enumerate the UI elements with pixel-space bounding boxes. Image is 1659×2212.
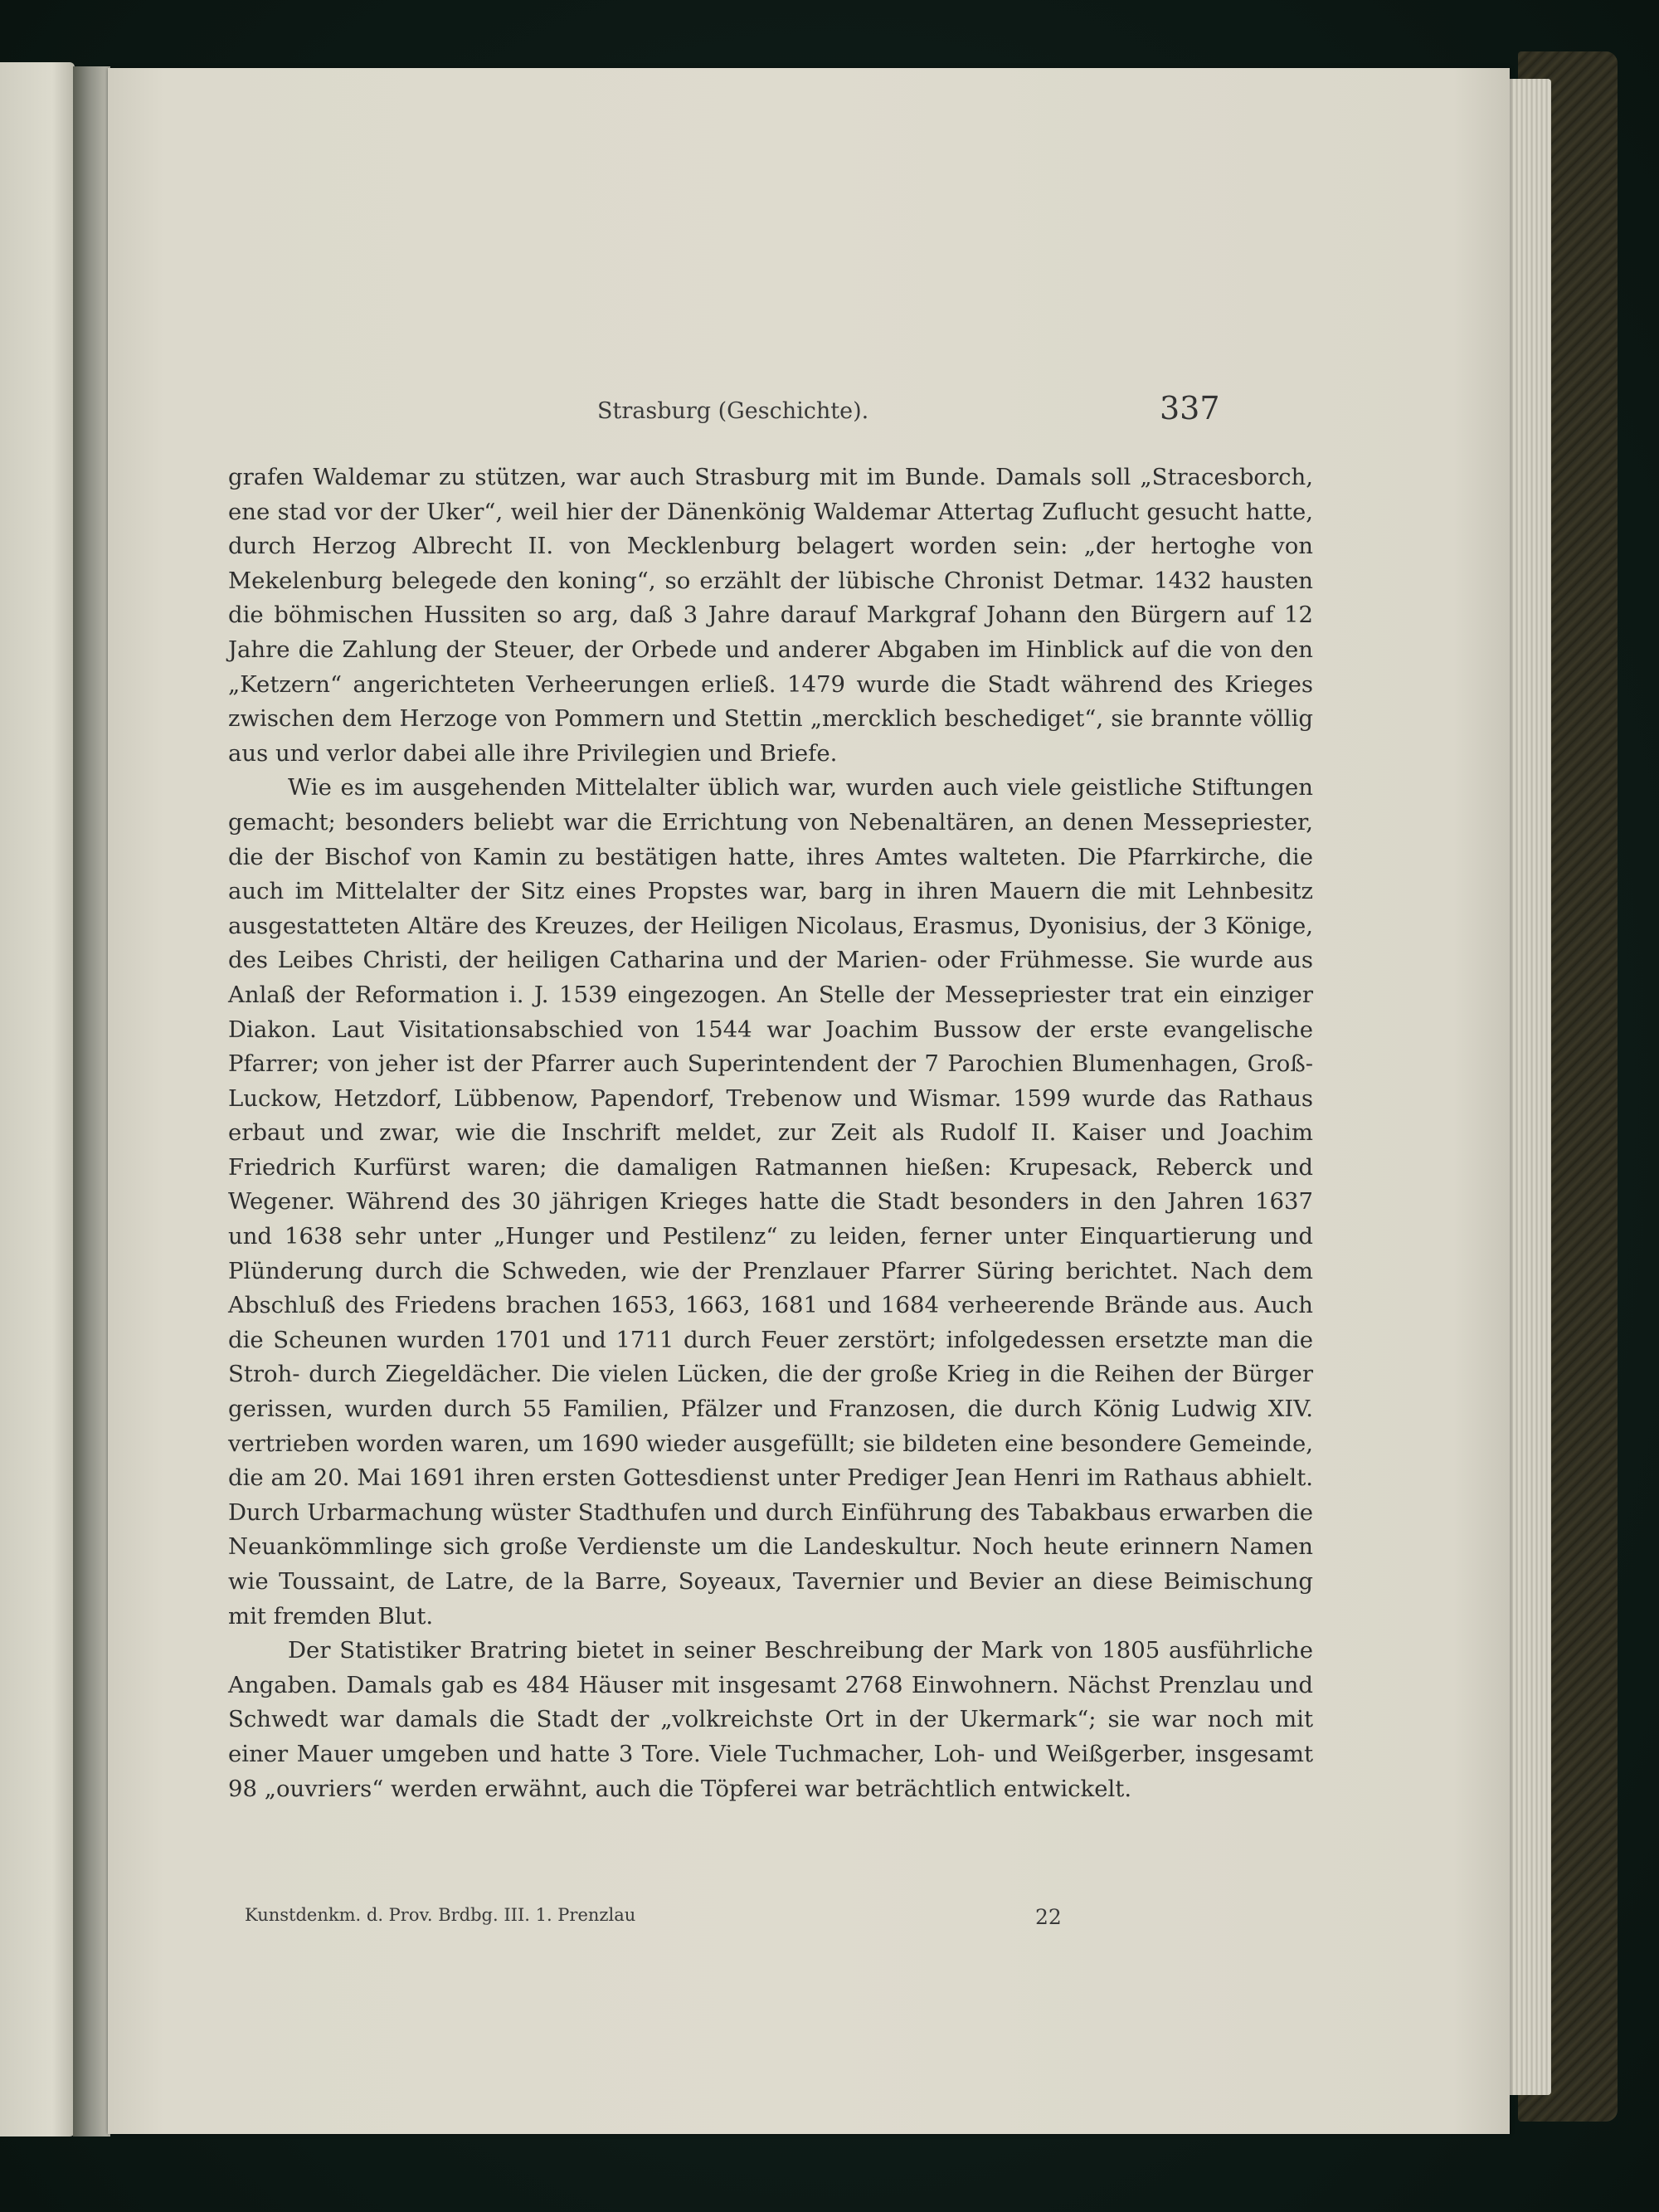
footer-signature: 22 [1035,1905,1062,1929]
body-text [228,460,1313,1806]
paragraph-1: grafen Waldemar zu stützen, war auch Strasburg mit im Bunde. Damals soll „Stracesborch, ene stad vor der Uker“, weil hier der Dänenkönig Waldemar Attertag Zuflucht gesucht hatte, durch Herzog Albrecht II. von Mecklenburg belagert worden sein: „der hertoghe von Mekelenburg belegede den koning“, so erzählt der lübische Chronist Detmar. 1432 hausten die böhmischen Hussiten so arg, daß 3 Jahre darauf Markgraf Johann den Bürgern auf 12 Jahre die Zahlung der Steuer, der Orbede und anderer Abgaben im Hinblick auf die von den „Ketzern“ angerichteten Verheerungen erließ. 1479 wurde die Stadt während des Krieges zwischen dem Herzoge von Pommern und Stettin „mercklich beschediget“, sie brannte völlig aus und verlor dabei alle ihre Privilegien und Briefe. [228,464,1313,767]
left-page-edge [0,62,75,2136]
footer-series-title: Kunstdenkm. d. Prov. Brdbg. III. 1. Prenzlau [245,1905,636,1925]
book-page [108,68,1510,2134]
paragraph-2: Wie es im ausgehenden Mittelalter üblich war, wurden auch viele geistliche Stiftungen gemacht; besonders beliebt war die Errichtung von Nebenaltären, an denen Messepriester, die der Bischof von Kamin zu bestätigen hatte, ihres Amtes walteten. Die Pfarrkirche, die auch im Mittelalter der Sitz eines Propstes war, barg in ihren Mauern die mit Lehnbesitz ausgestatteten Altäre des Kreuzes, der Heiligen Nicolaus, Erasmus, Dyonisius, der 3 Könige, des Leibes Christi, der heiligen Catharina und der Marien- oder Frühmesse. Sie wurde aus Anlaß der Reformation i. J. 1539 eingezogen. An Stelle der Messepriester trat ein einziger Diakon. Laut Visitationsabschied von 1544 war Joachim Bussow der erste evangelische Pfarrer; von jeher ist der Pfarrer auch Superintendent der 7 Parochien Blumenhagen, Groß-Luckow, Hetzdorf, Lübbenow, Papendorf, Trebenow und Wismar. 1599 wurde das Rathaus erbaut und zwar, wie die Inschrift meldet, zur Zeit als Rudolf II. Kaiser und Joachim Friedrich Kurfürst waren; die damaligen Ratmannen hießen: Krupesack, Reberck und Wegener. Während des 30 jährigen Krieges hatte die Stadt besonders in den Jahren 1637 und 1638 sehr unter „Hunger und Pestilenz“ zu leiden, ferner unter Einquartierung und Plünderung durch die Schweden, wie der Prenzlauer Pfarrer Süring berichtet. Nach dem Abschluß des Friedens brachen 1653, 1663, 1681 und 1684 verheerende Brände aus. Auch die Scheunen wurden 1701 und 1711 durch Feuer zerstört; infolgedessen ersetzte man die Stroh- durch Ziegeldächer. Die vielen Lücken, die der große Krieg in die Reihen der Bürger gerissen, wurden durch 55 Familien, Pfälzer und Franzosen, die durch König Ludwig XIV. vertrieben worden waren, um 1690 wieder ausgefüllt; sie bildeten eine besondere Gemeinde, die am 20. Mai 1691 ihren ersten Gottesdienst unter Prediger Jean Henri im Rathaus abhielt. Durch Urbarmachung wüster Stadthufen und durch Einführung des Tabakbaus erwarben die Neuankömmlinge sich große Verdienste um die Landeskultur. Noch heute erinnern Namen wie Toussaint, de Latre, de la Barre, Soyeaux, Tavernier und Bevier an diese Beimischung mit fremden Blut. [228,774,1313,1630]
page-number: 337 [1160,390,1220,426]
paragraph-3: Der Statistiker Bratring bietet in seiner Beschreibung der Mark von 1805 ausführliche Angaben. Damals gab es 484 Häuser mit insgesamt 2768 Einwohnern. Nächst Prenzlau und Schwedt war damals die Stadt der „volkreichste Ort in der Ukermark“; sie war noch mit einer Mauer umgeben und hatte 3 Tore. Viele Tuchmacher, Loh- und Weißgerber, insgesamt 98 „ouvriers“ werden erwähnt, auch die Töpferei war beträchtlich entwickelt. [228,1637,1313,1802]
book-gutter [73,66,110,2136]
running-title: Strasburg (Geschichte). [597,398,869,424]
